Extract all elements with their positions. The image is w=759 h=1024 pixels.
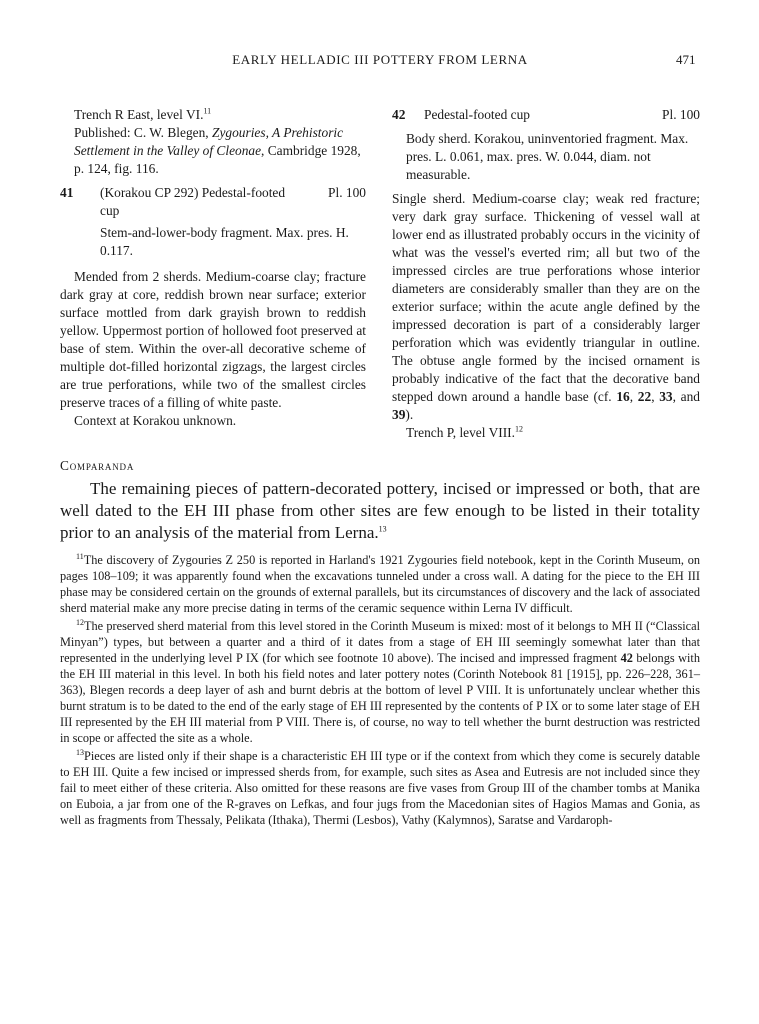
entry-42-text: Single sherd. Medium-coarse clay; weak red fracture; very dark gray surface. Thickening of vessel wall at lower end as illustrated probably occurs in the vicinity of what was the vessel's everted rim; all but two of the impressed circles are true perforations whose interior diameters are considerably smaller than they are on the exterior surface; within the acute angle defined by the impressed decoration is part of a considerably larger perforation which was evidently triangular in outline. The obtuse angle formed by the incised ornament is probably indicative of the fact that the decorative band stepped down around a handle base (cf. 16, 22, 33, and 39). [392, 191, 701, 422]
running-header: EARLY HELLADIC III POTTERY FROM LERNA [232, 52, 528, 67]
footnote-ref-12: 12 [514, 424, 523, 434]
footnote-13: $^{13}$Pieces are listed only if their shape is a characteristic EH III type or if the context from which they come is securely datable to EH III. Quite a few incised or impressed sherds from, for example, such sites as Asea and Eutresis are not included since they fail to meet either of these criteria. Also omitted for these reasons are five vases from Group III of the chamber tombs at Manika on Euboia, a jar from one of the R-graves on Lefkas, and four jugs from the Macedonian sites of Hagios Mamas and Gonia, as well as fragments from Thessaly, Pelikata (Ithaka), Thermi (Lesbos), Vathy (Kalymnos), Saratse and Vardaroph- [60, 747, 700, 827]
right-column [392, 106, 700, 442]
footnotes [60, 552, 700, 830]
comparanda-heading: Comparanda [60, 458, 135, 473]
entry-41-text: Mended from 2 sherds. Medium-coarse clay; fracture dark gray at core, reddish brown near surface; exterior surface mottled from dark grayish brown to reddish yellow. Uppermost portion of hollowed foot preserved at base of stem. Within the over-all decorative scheme of multiple dot-filled horizontal zigzags, the largest circles are true perforations, while two of the smallest circles preserve traces of a filling of white paste. [60, 269, 366, 410]
published-ref: Published: C. W. Blegen, Zygouries, A Prehistoric Settlement in the Valley of Cleonae, Cambridge 1928, p. 124, fig. 116. [74, 125, 361, 176]
entry-title: Pedestal-footed cup [424, 107, 530, 122]
footnote-ref-13: 13 [378, 524, 387, 534]
entry-42-heading [392, 106, 700, 124]
trench-line-right: Trench P, level VIII.$^{12}$ [406, 424, 523, 440]
footnote-ref-11: 11 [203, 106, 212, 116]
plate-ref: Pl. 100 [662, 107, 700, 122]
left-column [60, 106, 366, 430]
footnote-12: $^{12}$The preserved sherd material from this level stored in the Corinth Museum is mixed: most of it belongs to MH II (“Classical Minyan”) types, but between a quarter and a third of it dates from a stage of EH III seemingly somewhat later than that represented in the underlying level P IX (for which see footnote 10 above). The incised and impressed fragment 42 belongs with the EH III material in this level. In both his field notes and later pottery notes (Corinth Notebook 81 [1915], pp. 226–228, 361–363), Blegen records a deep layer of ash and burnt debris at the bottom of level P VIII. It is unfortunately unclear whether this burnt stratum is to be dated to the end of the early stage of EH III represented by the contents of P IX or to some later stage of EH III represented by the EH III material from P VIII. There is, of course, no way to tell whether the burnt destruction was restricted in scope or affected the site as a whole. [60, 617, 700, 745]
entry-number: 42 [392, 107, 406, 122]
plate-ref: Pl. 100 [328, 185, 366, 200]
entry-41-context: Context at Korakou unknown. [74, 413, 237, 428]
trench-line-left: Trench R East, level VI.$^{11}$ [74, 106, 212, 122]
footnote-11: $^{11}$The discovery of Zygouries Z 250 is reported in Harland's 1921 Zygouries field notebook, kept in the Corinth Museum, on pages 108–109; it was apparently found when the excavations tunneled under a cross wall. A dating for the piece to the EH III phase may be considered certain on the grounds of external parallels, but its circumstances of discovery and the lack of associated sherd material make any more precise dating in terms of the ceramic sequence within Lerna IV difficult. [60, 551, 700, 615]
comparanda-paragraph: The remaining pieces of pattern-decorated pottery, incised or impressed or both, that are well dated to the EH III phase from other sites are few enough to be listed in their totality prior to an analysis of the material from Lerna.$^{13}$ [60, 479, 700, 542]
entry-title: (Korakou CP 292) Pedestal-footed cup [100, 185, 286, 218]
entry-42-description: Body sherd. Korakou, uninventoried fragment. Max. pres. L. 0.061, max. pres. W. 0.044, diam. not measurable. [406, 131, 689, 182]
entry-41-description: Stem-and-lower-body fragment. Max. pres. H. 0.117. [100, 225, 349, 258]
entry-41-heading [60, 184, 366, 220]
entry-number: 41 [60, 185, 74, 200]
page-number: 471 [676, 52, 696, 67]
